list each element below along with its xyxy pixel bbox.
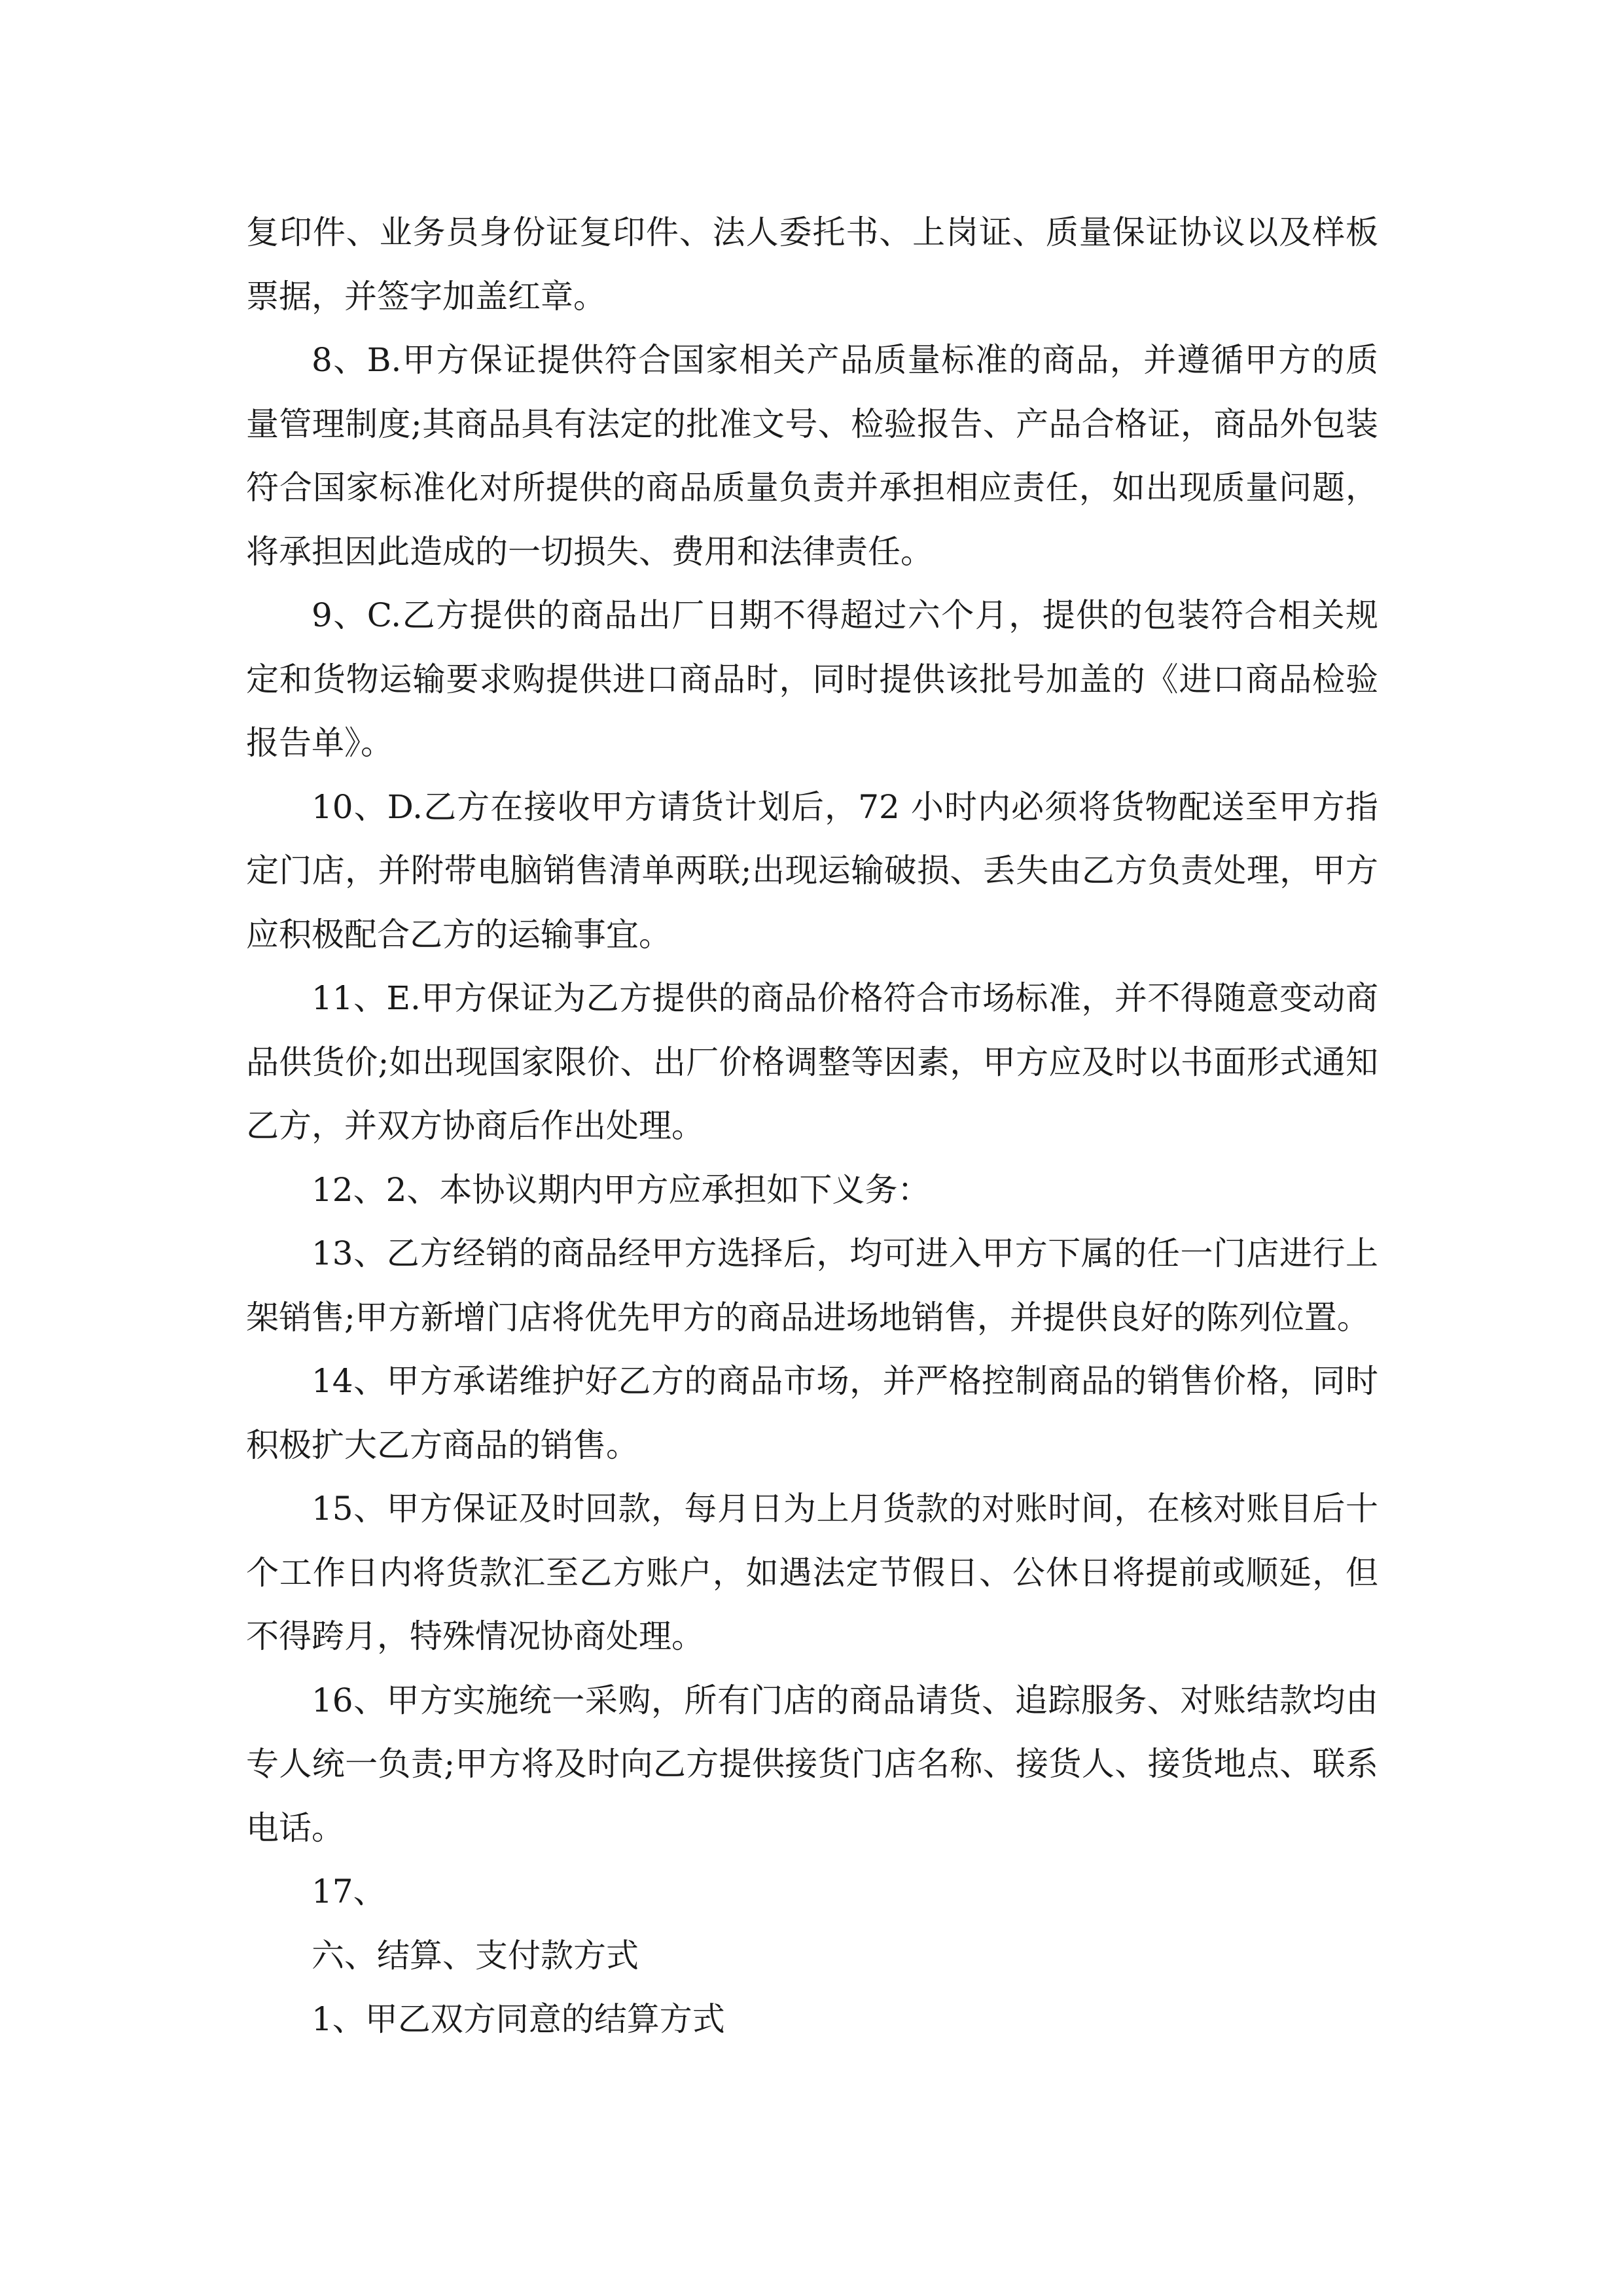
document-body — [246, 201, 1378, 2052]
paragraph-item-13: 13、乙方经销的商品经甲方选择后，均可进入甲方下属的任一门店进行上架销售;甲方新增门店将优先甲方的商品进场地销售，并提供良好的陈列位置。 — [246, 1234, 1378, 1336]
paragraph-continuation: 复印件、业务员身份证复印件、法人委托书、上岗证、质量保证协议以及样板票据，并签字加盖红章。 — [246, 213, 1378, 315]
paragraph-item-14: 14、甲方承诺维护好乙方的商品市场，并严格控制商品的销售价格，同时积极扩大乙方商品的销售。 — [246, 1362, 1378, 1464]
paragraph-item-17: 17、 — [312, 1873, 386, 1910]
paragraph-settlement-1: 1、甲乙双方同意的结算方式 — [312, 2000, 725, 2038]
paragraph-item-9: 9、C.乙方提供的商品出厂日期不得超过六个月，提供的包装符合相关规定和货物运输要求购提供进口商品时，同时提供该批号加盖的《进口商品检验报告单》。 — [246, 596, 1378, 762]
paragraph-item-12: 12、2、本协议期内甲方应承担如下义务： — [312, 1170, 931, 1209]
paragraph-item-15: 15、甲方保证及时回款，每月日为上月货款的对账时间，在核对账目后十个工作日内将货款汇至乙方账户，如遇法定节假日、公休日将提前或顺延，但不得跨月，特殊情况协商处理。 — [246, 1490, 1378, 1655]
paragraph-item-16: 16、甲方实施统一采购，所有门店的商品请货、追踪服务、对账结款均由专人统一负责;甲方将及时向乙方提供接货门店名称、接货人、接货地点、联系电话。 — [246, 1681, 1378, 1847]
paragraph-item-11: 11、E.甲方保证为乙方提供的商品价格符合市场标准，并不得随意变动商品供货价;如出现国家限价、出厂价格调整等因素，甲方应及时以书面形式通知乙方，并双方协商后作出处理。 — [246, 979, 1378, 1145]
paragraph-item-10: 10、D.乙方在接收甲方请货计划后，72 小时内必须将货物配送至甲方指定门店，并附带电脑销售清单两联;出现运输破损、丢失由乙方负责处理，甲方应积极配合乙方的运输事宜。 — [246, 787, 1378, 954]
section-heading-settlement: 六、结算、支付款方式 — [312, 1936, 639, 1975]
paragraph-item-8: 8、B.甲方保证提供符合国家相关产品质量标准的商品，并遵循甲方的质量管理制度;其商品具有法定的批准文号、检验报告、产品合格证，商品外包装符合国家标准化对所提供的商品质量负责并承担相应责任，如出现质量问题，将承担因此造成的一切损失、费用和法律责任。 — [246, 341, 1378, 571]
